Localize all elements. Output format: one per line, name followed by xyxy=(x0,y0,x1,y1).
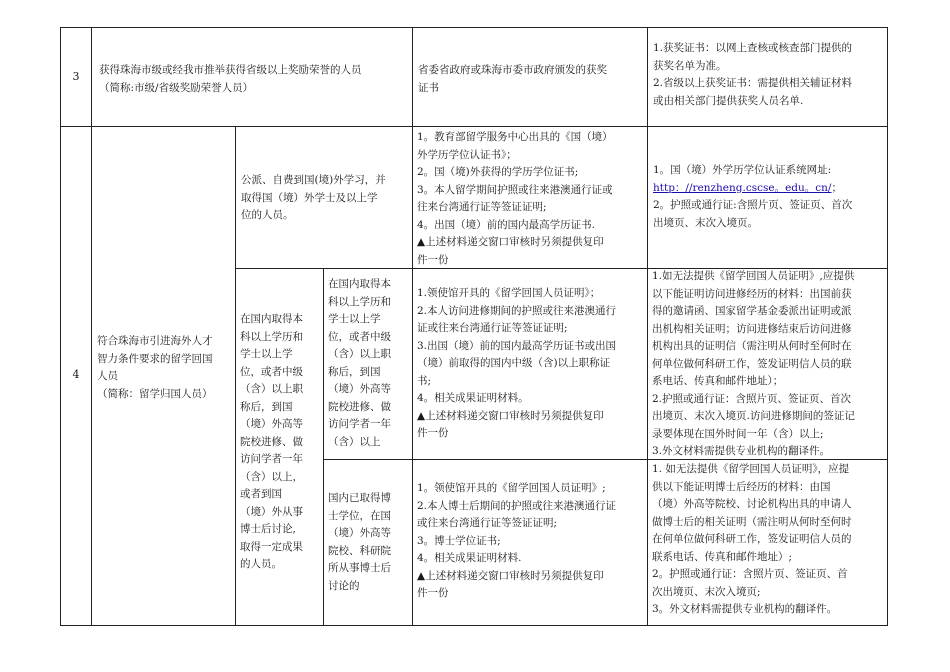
row-4a-condition: 公派、自费到国(境)外学习，并 取得国（境）外学士及以上学 位的人员。 xyxy=(241,174,386,221)
row-4a-documents: 1。教育部留学服务中心出具的《国（境） 外学历学位认证书》； 2。国（境)外获得的学历学位证书; 3。本人留学期间护照或往来港澳通行证或 往来台湾通行证等签证证明; 4。出国（境）前的国内最高学历证书. ▲上述材料递交窗口审核时另须提供复印 件一份 xyxy=(417,131,613,266)
row-4-category: 符合珠海市引进海外人才 智力条件要求的留学回国 人员 （简称：留学归国人员） xyxy=(97,335,213,400)
row-4a-remarks xyxy=(653,162,887,232)
row-4a-remarks-prefix: 1。国（境）外学历学位认证系统网址: xyxy=(653,164,832,176)
row-3-category: 获得珠海市级或经我市推举获得省级以上奖励荣誉的人员 （简称:市级/省级奖励荣誉人员） xyxy=(99,64,362,94)
row-4b-outer-condition: 在国内取得本 科以上学历和 学士以上学 位，或者中级 （含）以上职 称后，到国 （境）外高等 院校进修、做 访问学者一年 （含）以上， 或者到国 （境）外从事 博士后讨论, 取得一定成果 的人员。 xyxy=(240,313,303,570)
row-4b1-documents: 1.领使馆开具的《留学回国人员证明》； 2.本人访问进修期间的护照或往来港澳通行 证或往来台湾通行证等签证证明; 3.出国（境）前的国内最高学历证书或出国 （境）前取得的国内中级（含)以上职称证 书; 4。相关成果证明材料。 ▲上述材料递交窗口审核时另须提供复印 件一份 xyxy=(417,287,617,439)
row-3-remarks: 1.获奖证书：以网上查核或核查部门提供的 获奖名单为准。 2.省级以上获奖证书：需提供相关辅证材料 或由相关部门提供获奖人员名单. xyxy=(653,42,853,107)
row-4b1-condition: 在国内取得本 科以上学历和 学士以上学 位，或者中级 （含）以上职 称后，到国 （境）外高等 院校进修、做 访问学者一年 （含）以上 xyxy=(328,278,391,448)
row-3-number: 3 xyxy=(72,70,80,83)
row-3-documents: 省委省政府或珠海市委市政府颁发的获奖 证书 xyxy=(418,64,607,94)
row-4-number: 4 xyxy=(72,368,80,381)
row-4b2-remarks: 1. 如无法提供《留学回国人员证明》，应提 供以下能证明博士后经历的材料：由国 （境）外高等院校、讨论机构出具的申请人 做博士后的相关证明（需注明从何时至何时 在何单位做何科研工作，签发证明信人员的 联系电话、传真和邮件地址）; 2。护照或通行证：含照片页、签证页、首 次出境页、末次入境页; 3。外文材料需提供专业机构的翻译件。 xyxy=(652,463,852,615)
row-4a-remarks-suffix: ； 2。护照或通行证:含照片页、签证页、首次 出境页、末次入境页。 xyxy=(653,181,853,229)
renzheng-website-link[interactable]: http：//renzheng.cscse。edu。cn/ xyxy=(653,181,832,194)
row-4b2-condition: 国内已取得博 士学位，在国 （境）外高等 院校、科研院 所从事博士后 讨论的 xyxy=(328,492,391,592)
row-4b2-documents: 1。领使馆开具的《留学回国人员证明》; 2.本人博士后期间的护照或往来港澳通行证 或往来台湾通行证等签证证明; 3。博士学位证书; 4。相关成果证明材料. ▲上述材料递交窗口审核时另须提供复印 件一份 xyxy=(417,482,617,599)
row-4b1-remarks: 1.如无法提供《留学回国人员证明》,应提供 以下能证明访问进修经历的材料：出国前获 得的邀请函、国家留学基金委派出证明或派 出机构相关证明；访问进修结束后访问进修 机构出具的证明信（需注明从何时至何时在 何单位做何科研工作，签发证明信人员的联 系电话、传真和邮件地址）； 2.护照或通行证：含照片页、签证页、首次 出境页、末次入境页.访问进修期间的签证记 录要体现在国外时间一年（含）以上; 3.外文材料需提供专业机构的翻译件。 xyxy=(652,270,855,457)
